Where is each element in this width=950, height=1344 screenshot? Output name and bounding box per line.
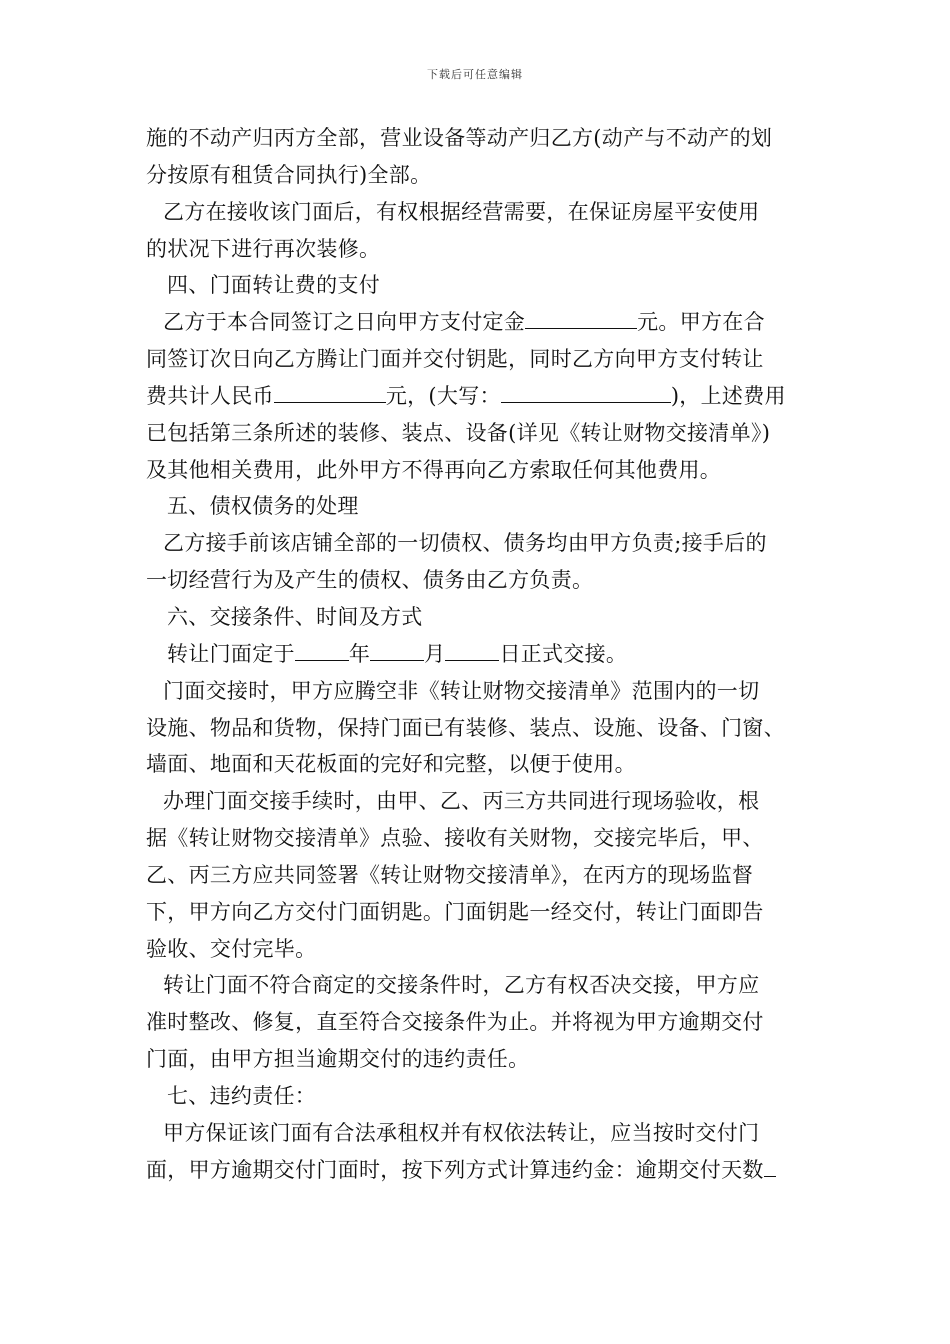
line-text: 五、债权债务的处理 xyxy=(167,494,359,519)
line-text: 乙、丙三方应共同签署《转让财物交接清单》，在丙方的现场监督 xyxy=(146,862,754,887)
line-text: 转让门面定于 xyxy=(167,641,295,666)
text-line xyxy=(146,967,822,1004)
document-body xyxy=(146,120,822,1188)
text-line xyxy=(146,488,822,525)
line-text: )，上述费用 xyxy=(670,383,786,408)
line-text: 年 xyxy=(348,641,371,666)
line-text: 日正式交接。 xyxy=(499,641,628,666)
line-text: 的状况下进行再次装修。 xyxy=(146,236,381,261)
line-text: 七、违约责任： xyxy=(167,1083,317,1108)
text-line xyxy=(146,636,822,673)
text-line xyxy=(146,341,822,378)
line-text: 设施、物品和货物，保持门面已有装修、装点、设施、设备、门窗、 xyxy=(146,715,785,740)
text-line xyxy=(146,746,822,783)
line-text: 准时整改、修复，直至符合交接条件为止。并将视为甲方逾期交付 xyxy=(146,1010,764,1035)
line-text: 及其他相关费用，此外甲方不得再向乙方索取任何其他费用。 xyxy=(146,457,722,482)
line-text: 门面交接时，甲方应腾空非《转让财物交接清单》范围内的一切 xyxy=(163,678,760,703)
line-text: 办理门面交接手续时，由甲、乙、丙三方共同进行现场验收，根 xyxy=(163,789,760,814)
line-text: 已包括第三条所述的装修、装点、设备(详见《转让财物交接清单》) xyxy=(146,420,771,445)
fill-in-blank xyxy=(274,380,386,403)
line-text: 甲方保证该门面有合法承租权并有权依法转让，应当按时交付门 xyxy=(163,1120,760,1145)
line-text: 同签订次日向乙方腾让门面并交付钥匙，同时乙方向甲方支付转让 xyxy=(146,347,764,372)
fill-in-blank xyxy=(501,380,671,403)
line-text: 转让门面不符合商定的交接条件时，乙方有权否决交接，甲方应 xyxy=(163,973,760,998)
text-line xyxy=(146,378,822,415)
line-text: 面，甲方逾期交付门面时，按下列方式计算违约金：逾期交付天数 xyxy=(146,1157,764,1182)
fill-in-blank xyxy=(525,306,637,329)
line-text: 据《转让财物交接清单》点验、接收有关财物，交接完毕后，甲、 xyxy=(146,826,764,851)
line-text: 墙面、地面和天花板面的完好和完整，以便于使用。 xyxy=(146,752,636,777)
line-text: 六、交接条件、时间及方式 xyxy=(167,604,423,629)
line-text: 乙方于本合同签订之日向甲方支付定金 xyxy=(163,310,526,335)
line-text: 元，(大写： xyxy=(385,383,501,408)
text-line xyxy=(146,1078,822,1115)
line-text: 费共计人民币 xyxy=(146,383,274,408)
line-text: 乙方接手前该店铺全部的一切债权、债务均由甲方负责;接手后的 xyxy=(163,531,767,556)
text-line xyxy=(146,1152,822,1189)
text-line xyxy=(146,1115,822,1152)
text-line xyxy=(146,673,822,710)
text-line xyxy=(146,525,822,562)
line-text: 四、门面转让费的支付 xyxy=(167,273,380,298)
text-line xyxy=(146,562,822,599)
text-line xyxy=(146,1041,822,1078)
text-line xyxy=(146,120,822,157)
text-line xyxy=(146,157,822,194)
text-line xyxy=(146,894,822,931)
fill-in-blank xyxy=(445,638,499,661)
text-line xyxy=(146,194,822,231)
line-text: 门面，由甲方担当逾期交付的违约责任。 xyxy=(146,1047,530,1072)
fill-in-blank xyxy=(295,638,349,661)
page-header: 下载后可任意编辑 xyxy=(427,68,523,81)
fill-in-blank xyxy=(370,638,424,661)
text-line xyxy=(146,267,822,304)
line-text: 下，甲方向乙方交付门面钥匙。门面钥匙一经交付，转让门面即告 xyxy=(146,899,764,924)
text-line xyxy=(146,820,822,857)
text-line xyxy=(146,452,822,489)
text-line xyxy=(146,1004,822,1041)
line-text: 分按原有租赁合同执行)全部。 xyxy=(146,162,432,187)
text-line xyxy=(146,857,822,894)
text-line xyxy=(146,231,822,268)
line-text: 月 xyxy=(424,641,446,666)
text-line xyxy=(146,710,822,747)
text-line xyxy=(146,304,822,341)
text-line xyxy=(146,931,822,968)
line-text: 验收、交付完毕。 xyxy=(146,936,317,961)
text-line xyxy=(146,415,822,452)
text-line xyxy=(146,599,822,636)
line-text: 施的不动产归丙方全部，营业设备等动产归乙方(动产与不动产的划 xyxy=(146,126,773,150)
fill-in-blank xyxy=(764,1154,776,1177)
line-text: 乙方在接收该门面后，有权根据经营需要，在保证房屋平安使用 xyxy=(163,199,760,224)
line-text: 元。甲方在合 xyxy=(637,310,765,335)
line-text: 一切经营行为及产生的债权、债务由乙方负责。 xyxy=(146,568,594,593)
text-line xyxy=(146,783,822,820)
